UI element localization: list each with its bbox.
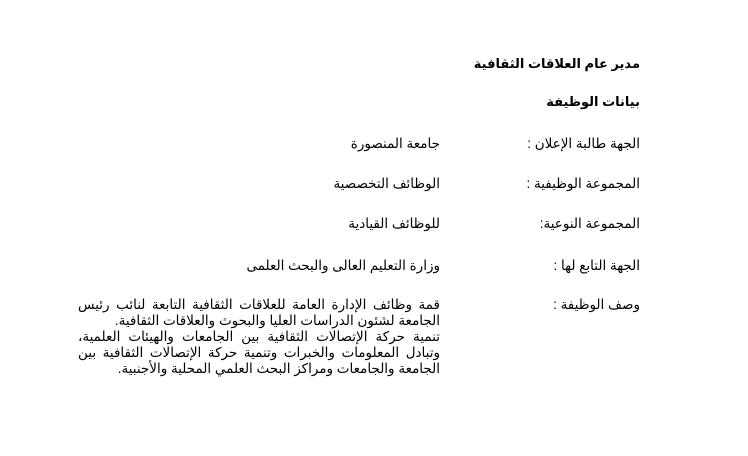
job-description-text [78,297,440,377]
field-label-qualitative-group: المجموعة النوعية: [539,216,640,231]
field-value-affiliated-entity: وزارة التعليم العالى والبحث العلمى [246,258,440,273]
field-value-qualitative-group: للوظائف القيادية [348,216,440,231]
field-label-job-group: المجموعة الوظيفية : [526,176,640,191]
field-label-affiliated-entity: الجهة التابع لها : [553,258,640,273]
field-label-requesting-entity: الجهة طالبة الإعلان : [527,136,640,151]
field-label-job-description: وصف الوظيفة : [553,297,640,312]
document-title: مدير عام العلاقات الثقافية [473,56,640,71]
job-description-paragraph-1: قمة وظائف الإدارة العامة للعلاقات الثقافية التابعة لنائب رئيس الجامعة لشئون الدراسات العليا والبحوث والعلاقات الثقافية. [78,297,440,328]
job-description-paragraph-2: تنمية حركة الإتصالات الثقافية بين الجامعات والهيئات العلمية، وتبادل المعلومات والخبرات وتنمية حركة الإتصالات الثقافية بين الجامعة والجامعات ومراكز البحث العلمي المحلية والأجنبية. [78,329,440,376]
section-heading: بيانات الوظيفة [546,94,640,109]
field-value-requesting-entity: جامعة المنصورة [350,136,440,151]
field-value-job-group: الوظائف التخصصية [333,176,440,191]
